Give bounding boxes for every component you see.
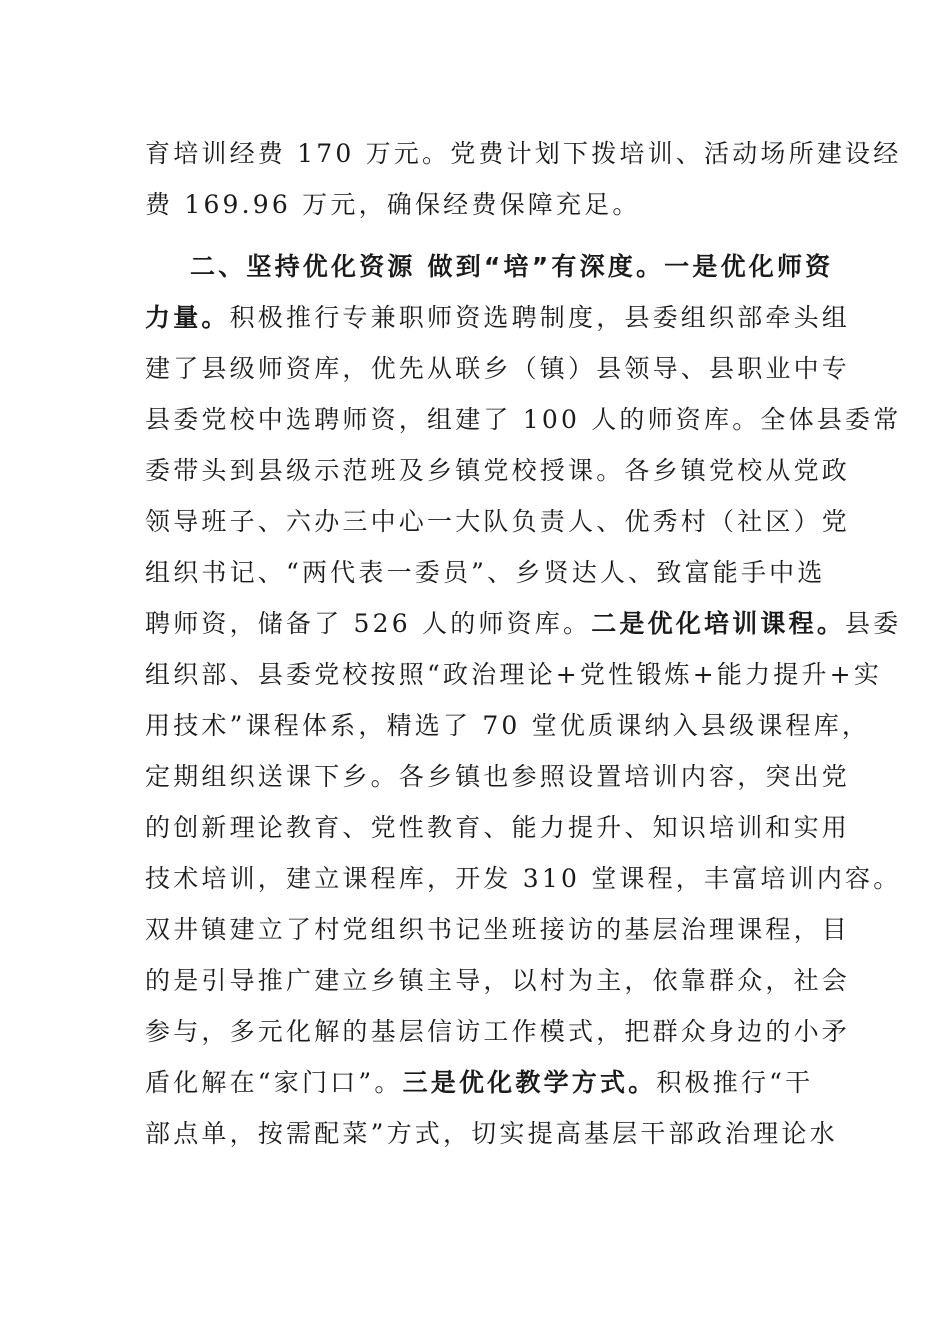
paragraph-funding [145,128,902,230]
paragraph-line: 领导班子、六办三中心一大队负责人、优秀村（社区）党 [145,507,851,536]
paragraph-line: 育培训经费 170 万元。党费计划下拨培训、活动场所建设经 [145,139,902,168]
paragraph-line: 组织书记、“两代表一委员”、乡贤达人、致富能手中选 [145,558,826,587]
paragraph-line: 定期组织送课下乡。各乡镇也参照设置培训内容，突出党 [145,762,851,791]
line-text: 积极推行专兼职师资选聘制度，县委组织部牵头组 [229,303,851,332]
paragraph-optimize-resources [145,241,902,1159]
paragraph-line: 组织部、县委党校按照“政治理论+党性锻炼+能力提升+实 [145,660,883,689]
paragraph-line: 双井镇建立了村党组织书记坐班接访的基层治理课程，目 [145,915,851,944]
paragraph-line [145,292,851,343]
bold-lead: 二是优化培训课程。 [591,609,846,638]
bold-lead: 三是优化教学方式。 [402,1068,657,1097]
line-text: 盾化解在“家门口”。 [145,1068,403,1097]
paragraph-line: 部点单，按需配菜”方式，切实提高基层干部政治理论水 [145,1119,838,1148]
section-heading: 二、坚持优化资源 做到“培”有深度。一是优化师资 [190,252,834,281]
paragraph-line [145,1057,814,1108]
paragraph-line [145,598,902,649]
paragraph-line: 用技术”课程体系，精选了 70 堂优质课纳入县级课程库， [145,711,871,740]
paragraph-line: 参与，多元化解的基层信访工作模式，把群众身边的小矛 [145,1017,851,1046]
paragraph-line: 的创新理论教育、党性教育、能力提升、知识培训和实用 [145,813,851,842]
paragraph-line: 委带头到县级示范班及乡镇党校授课。各乡镇党校从党政 [145,456,851,485]
line-text: 积极推行“干 [656,1068,814,1097]
line-text: 聘师资，储备了 526 人的师资库。 [145,609,592,638]
paragraph-line: 费 169.96 万元，确保经费保障充足。 [145,190,641,219]
paragraph-line: 的是引导推广建立乡镇主导，以村为主，依靠群众，社会 [145,966,851,995]
line-text: 县委 [845,609,902,638]
bold-lead: 力量。 [145,303,230,332]
paragraph-line: 建了县级师资库，优先从联乡（镇）县领导、县职业中专 [145,354,851,383]
paragraph-line: 县委党校中选聘师资，组建了 100 人的师资库。全体县委常 [145,405,902,434]
paragraph-line: 技术培训，建立课程库，开发 310 堂课程，丰富培训内容。 [145,864,902,893]
